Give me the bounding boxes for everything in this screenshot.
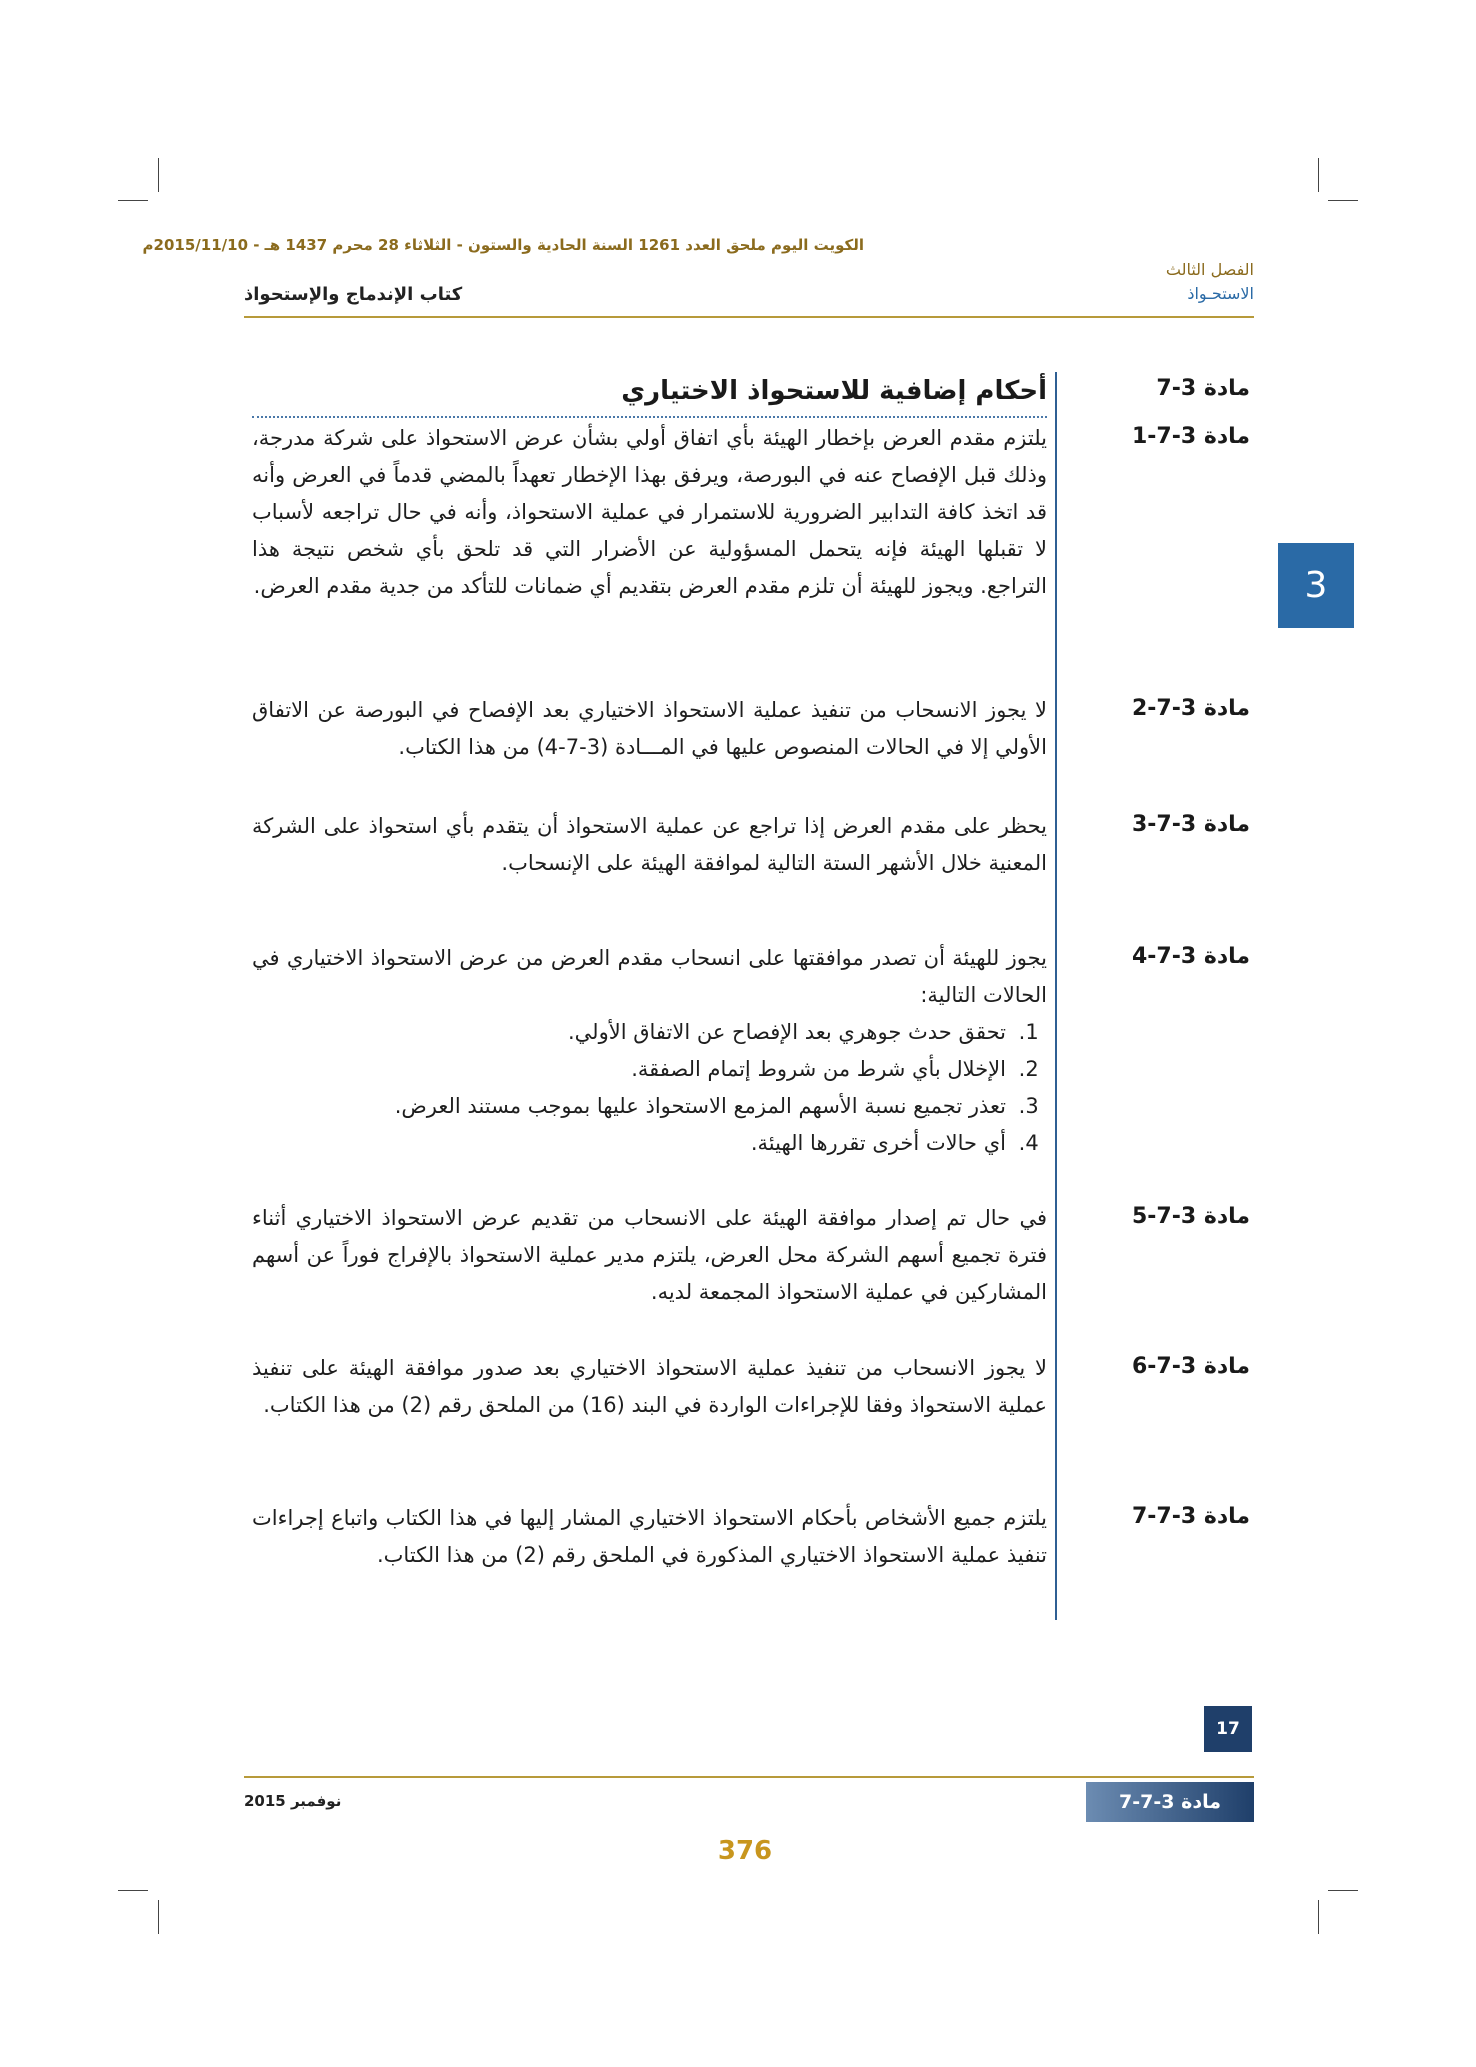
book-title: كتاب الإندماج والإستحواذ bbox=[244, 284, 463, 305]
crop-mark bbox=[1318, 1900, 1319, 1934]
section-title: أحكام إضافية للاستحواذ الاختياري bbox=[621, 376, 1047, 406]
article-text: يلتزم جميع الأشخاص بأحكام الاستحواذ الاختياري المشار إليها في هذا الكتاب واتباع إجراءات تنفيذ عملية الاستحواذ الاختياري المذكورة في الملحق رقم (2) من هذا الكتاب. bbox=[252, 1506, 1047, 1567]
chapter-subtitle: الاستحـواذ bbox=[1187, 284, 1254, 303]
chapter-label bbox=[1166, 258, 1254, 306]
article-label: مادة 3-7-6 bbox=[1131, 1354, 1250, 1379]
crop-mark bbox=[1318, 158, 1319, 192]
list-item: 2. الإخلال بأي شرط من شروط إتمام الصفقة. bbox=[252, 1051, 1012, 1088]
gazette-page-number: 376 bbox=[717, 1836, 773, 1866]
article-text: يحظر على مقدم العرض إذا تراجع عن عملية الاستحواذ أن يتقدم بأي استحواذ على الشركة المعنية خلال الأشهر الستة التالية لموافقة الهيئة على الإنسحاب. bbox=[252, 814, 1047, 875]
article-label: مادة 3-7-4 bbox=[1131, 944, 1250, 969]
article-label: مادة 3-7-1 bbox=[1131, 424, 1250, 449]
column-divider bbox=[1055, 372, 1057, 1620]
footer-rule bbox=[244, 1776, 1254, 1778]
article-text: يجوز للهيئة أن تصدر موافقتها على انسحاب مقدم العرض من عرض الاستحواذ الاختياري في الحالات التالية: bbox=[252, 946, 1047, 1007]
list-item: 4. أي حالات أخرى تقررها الهيئة. bbox=[252, 1125, 1012, 1162]
list-item: 3. تعذر تجميع نسبة الأسهم المزمع الاستحواذ عليها بموجب مستند العرض. bbox=[252, 1088, 1012, 1125]
footer-article-ref: مادة 3-7-7 bbox=[1086, 1782, 1254, 1822]
crop-mark bbox=[1328, 1890, 1358, 1891]
article-label: مادة 3-7-2 bbox=[1131, 696, 1250, 721]
header-rule bbox=[244, 316, 1254, 318]
article-label: مادة 3-7-7 bbox=[1131, 1504, 1250, 1529]
footer-date: نوفمبر 2015 bbox=[244, 1792, 342, 1810]
page-number: 17 bbox=[1204, 1706, 1252, 1752]
crop-mark bbox=[158, 158, 159, 192]
crop-mark bbox=[1328, 200, 1358, 201]
chapter-tab: 3 bbox=[1278, 543, 1354, 628]
crop-mark bbox=[118, 200, 148, 201]
list-item: 1. تحقق حدث جوهري بعد الإفصاح عن الاتفاق الأولي. bbox=[252, 1014, 1012, 1051]
article-text: لا يجوز الانسحاب من تنفيذ عملية الاستحواذ الاختياري بعد صدور موافقة الهيئة على تنفيذ عملية الاستحواذ وفقا للإجراءات الواردة في البند (16) من الملحق رقم (2) من هذا الكتاب. bbox=[252, 1356, 1047, 1417]
article-label: مادة 3-7-3 bbox=[1131, 812, 1250, 837]
article-text: في حال تم إصدار موافقة الهيئة على الانسحاب من تقديم عرض الاستحواذ الاختياري أثناء فترة تجميع أسهم الشركة محل العرض، يلتزم مدير عملية الاستحواذ بالإفراج فوراً عن أسهم المشاركين في عملية الاستحواذ المجمعة لديه. bbox=[252, 1206, 1047, 1304]
section-title-row bbox=[252, 372, 1047, 418]
chapter-title: الفصل الثالث bbox=[1165, 260, 1254, 279]
condition-list bbox=[252, 1014, 1050, 1162]
article-text: يلتزم مقدم العرض بإخطار الهيئة بأي اتفاق أولي بشأن عرض الاستحواذ على شركة مدرجة، وذلك قبل الإفصاح عنه في البورصة، ويرفق بهذا الإخطار تعهداً بالمضي قدماً في العرض وأنه قد اتخذ كافة التدابير الضرورية للاستمرار في عملية الاستحواذ، وأنه في حال تراجعه لأسباب لا تقبلها الهيئة فإنه يتحمل المسؤولية عن الأضرار التي قد تلحق بأي شخص نتيجة هذا التراجع. ويجوز للهيئة أن تلزم مقدم العرض بتقديم أي ضمانات للتأكد من جدية مقدم العرض. bbox=[252, 426, 1047, 598]
section-label: مادة 3-7 bbox=[1156, 376, 1250, 401]
crop-mark bbox=[118, 1890, 148, 1891]
gazette-header: الكويت اليوم ملحق العدد 1261 السنة الحادية والستون - الثلاثاء 28 محرم 1437 هـ - 2015/11/10م bbox=[142, 236, 864, 254]
crop-mark bbox=[158, 1900, 159, 1934]
article-label: مادة 3-7-5 bbox=[1131, 1204, 1250, 1229]
article-text: لا يجوز الانسحاب من تنفيذ عملية الاستحواذ الاختياري بعد الإفصاح في البورصة عن الاتفاق الأولي إلا في الحالات المنصوص عليها في المـــادة (3-7-4) من هذا الكتاب. bbox=[252, 698, 1047, 759]
